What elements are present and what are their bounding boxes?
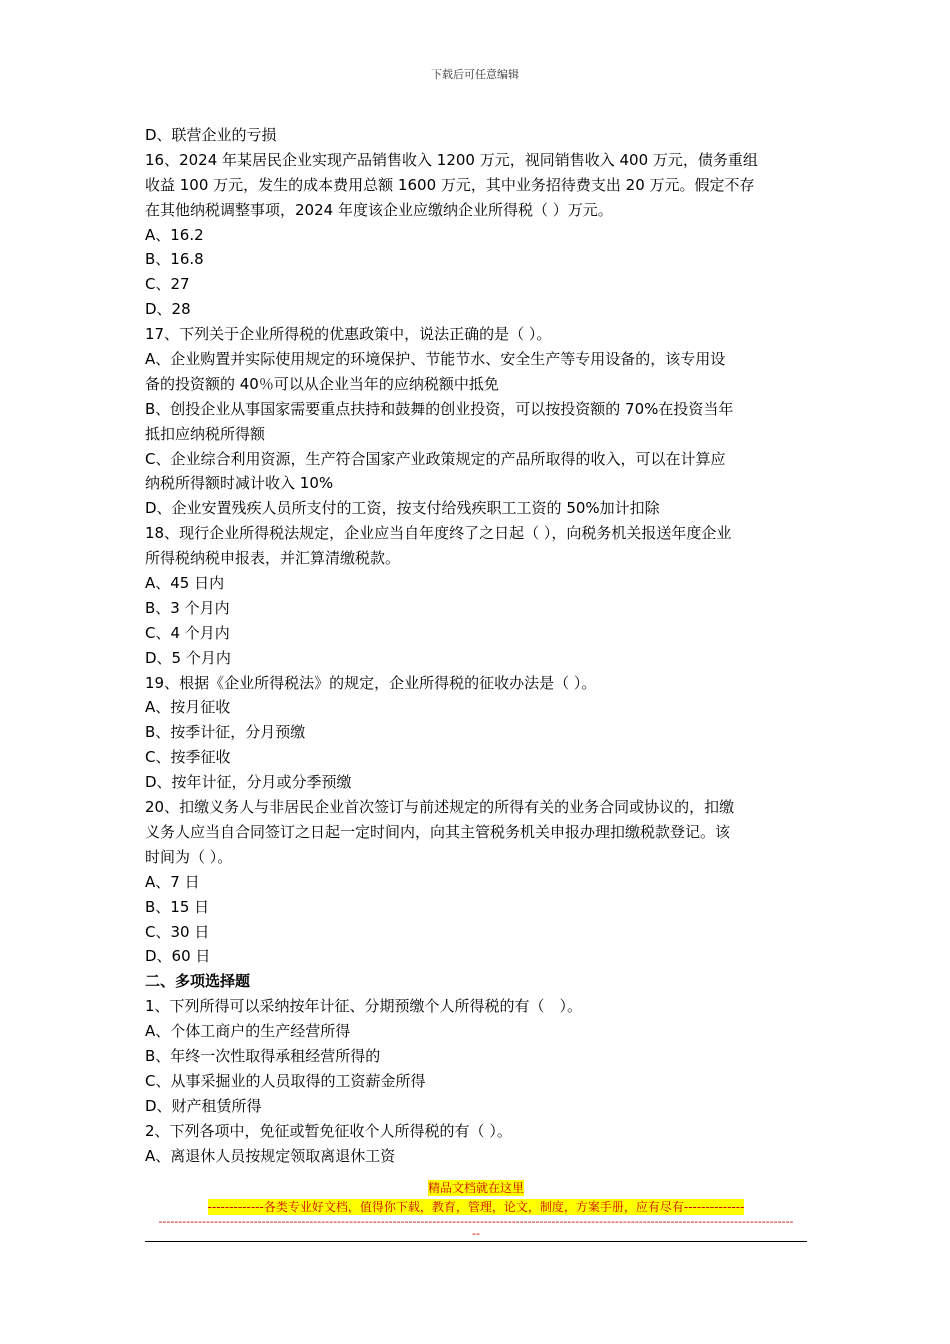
text-line: B、15 日 — [145, 897, 210, 916]
text-line: 16、2024 年某居民企业实现产品销售收入 1200 万元，视同销售收入 400 万元，债务重组 — [145, 150, 758, 169]
text-line: 20、扣缴义务人与非居民企业首次签订与前述规定的所得有关的业务合同或协议的，扣缴 — [145, 798, 735, 817]
text-line: B、16.8 — [145, 250, 204, 269]
text-line: A、离退休人员按规定领取离退休工资 — [145, 1146, 396, 1165]
text-line: D、按年计征，分月或分季预缴 — [145, 773, 352, 792]
text-line: D、联营企业的亏损 — [145, 126, 277, 144]
footer-dash-line: ---------------------------------------------------------------------------------------------------------------------------------------------------------------- — [158, 1215, 794, 1228]
text-line: D、财产租赁所得 — [145, 1096, 262, 1115]
text-line: 收益 100 万元，发生的成本费用总额 1600 万元，其中业务招待费支出 20 万元。假定不存 — [145, 175, 755, 194]
text-line: 17、下列关于企业所得税的优惠政策中，说法正确的是（ ）。 — [145, 325, 552, 344]
section-heading: 二、多项选择题 — [145, 972, 251, 991]
text-line: B、3 个月内 — [145, 598, 230, 617]
text-line: D、60 日 — [145, 947, 211, 966]
text-line: 18、现行企业所得税法规定，企业应当自年度终了之日起（ ），向税务机关报送年度企业 — [145, 524, 732, 543]
text-line: 1、下列所得可以采纳按年计征、分期预缴个人所得税的有（ ）。 — [145, 997, 583, 1016]
footer-title: 精品文档就在这里 — [427, 1181, 524, 1195]
text-line: A、45 日内 — [145, 574, 225, 593]
text-line: A、按月征收 — [145, 698, 231, 717]
text-line: C、按季征收 — [145, 748, 231, 767]
text-line: B、创投企业从事国家需要重点扶持和鼓舞的创业投资，可以按投资额的 70%在投资当年 — [145, 399, 734, 418]
text-line: B、年终一次性取得承租经营所得的 — [145, 1046, 381, 1065]
document-body — [145, 123, 807, 1168]
footer-tagline: -------------各类专业好文档，值得你下载，教育，管理，论文，制度，方案手册，应有尽有-------------- — [207, 1200, 745, 1214]
text-line: 纳税所得额时减计收入 10% — [145, 474, 334, 493]
text-line: D、企业安置残疾人员所支付的工资，按支付给残疾职工工资的 50%加计扣除 — [145, 499, 660, 518]
text-line: 所得税纳税申报表，并汇算清缴税款。 — [145, 549, 401, 568]
text-line: A、个体工商户的生产经营所得 — [145, 1022, 351, 1041]
text-line: 义务人应当自合同签订之日起一定时间内，向其主管税务机关申报办理扣缴税款登记。该 — [145, 822, 731, 841]
text-line: 时间为（ ）。 — [145, 847, 233, 866]
text-line: B、按季计征，分月预缴 — [145, 723, 306, 742]
text-line: 抵扣应纳税所得额 — [145, 424, 266, 443]
text-line: 2、下列各项中，免征或暂免征收个人所得税的有（ ）。 — [145, 1121, 512, 1140]
page-header: 下载后可任意编辑 — [431, 68, 519, 81]
page-footer — [145, 1177, 807, 1240]
text-line: D、28 — [145, 300, 191, 319]
text-line: A、16.2 — [145, 225, 204, 244]
text-line: 备的投资额的 40％可以从企业当年的应纳税额中抵免 — [145, 374, 499, 393]
text-line: C、27 — [145, 275, 190, 294]
text-line: 在其他纳税调整事项，2024 年度该企业应缴纳企业所得税（ ）万元。 — [145, 200, 613, 219]
footer-dash-tail: -- — [472, 1227, 480, 1240]
text-line: C、4 个月内 — [145, 623, 230, 642]
text-line: C、30 日 — [145, 922, 210, 941]
text-line: C、企业综合利用资源，生产符合国家产业政策规定的产品所取得的收入，可以在计算应 — [145, 449, 726, 468]
text-line: A、7 日 — [145, 872, 200, 891]
footer-rule — [145, 1241, 807, 1242]
text-line: C、从事采掘业的人员取得的工资薪金所得 — [145, 1071, 426, 1090]
text-line: A、企业购置并实际使用规定的环境保护、节能节水、安全生产等专用设备的，该专用设 — [145, 350, 726, 369]
text-line: D、5 个月内 — [145, 648, 231, 667]
text-line: 19、根据《企业所得税法》的规定，企业所得税的征收办法是（ ）。 — [145, 673, 597, 692]
